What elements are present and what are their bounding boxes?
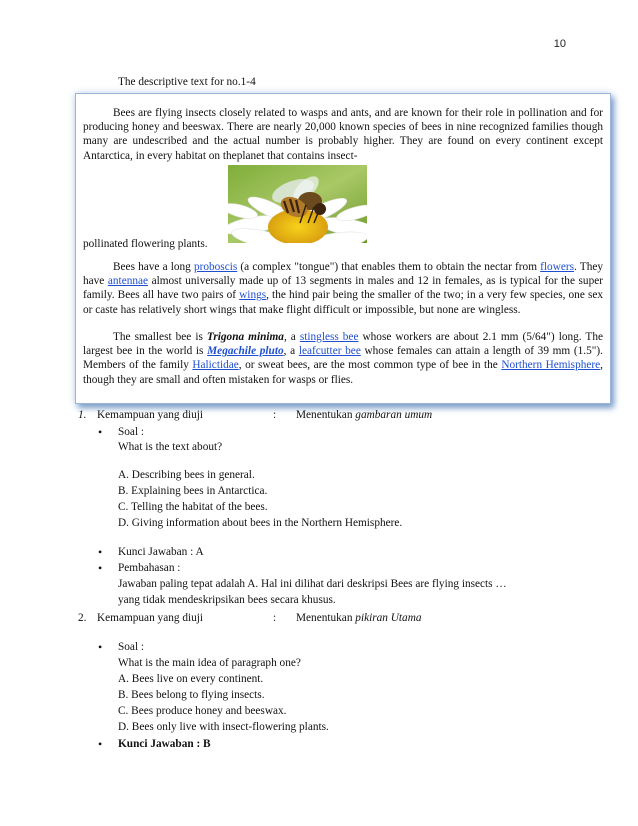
q2-soal-label: Soal : [118, 641, 145, 653]
q1-soal-label: Soal : [118, 426, 145, 438]
link-flowers[interactable]: flowers [540, 261, 575, 273]
q1-skill-value: Menentukan gambaran umum [296, 409, 433, 421]
q2-skill-value: Menentukan pikiran Utama [296, 612, 422, 624]
q2-skill-label: Kemampuan yang diuji [97, 612, 204, 624]
link-antennae[interactable]: antennae [107, 275, 149, 288]
q2-colon: : [273, 612, 277, 624]
q1-option-c: C. Telling the habitat of the bees. [118, 501, 268, 513]
q1-number: 1. [78, 409, 87, 421]
passage-paragraph-1: Bees are flying insects closely related to wasps and ants, and are known for their role in pollination and for producing honey and beeswax. There are nearly 20,000 known species of bees in nine recognized families though many are undescribed and the actual number is probably higher. They are found on every continent except Antarctica, in every habitat on theplanet that contains insect- [83, 107, 603, 162]
bullet-icon: • [98, 640, 103, 654]
q2-option-c: C. Bees produce honey and beeswax. [118, 705, 287, 717]
q1-option-d: D. Giving information about bees in the Northern Hemisphere. [118, 517, 403, 529]
q2-answer-key: Kunci Jawaban : B [118, 738, 211, 750]
q1-colon: : [273, 409, 277, 421]
link-northern-hemisphere[interactable]: Northern Hemisphere [501, 359, 601, 372]
q2-question: What is the main idea of paragraph one? [118, 657, 301, 669]
q1-skill-label: Kemampuan yang diuji [97, 409, 204, 421]
link-proboscis[interactable]: proboscis [193, 261, 238, 273]
q1-question: What is the text about? [118, 441, 223, 453]
link-halictidae[interactable]: Halictidae [192, 359, 239, 372]
q2-option-a: A. Bees live on every continent. [118, 673, 264, 685]
page-number: 10 [553, 38, 566, 50]
bullet-icon: • [98, 425, 103, 439]
bullet-icon: • [98, 737, 103, 751]
q1-discussion-line-1: Jawaban paling tepat adalah A. Hal ini dilihat dari deskripsi Bees are flying insects … [118, 578, 507, 590]
link-wings[interactable]: wings [239, 289, 267, 302]
q1-option-b: B. Explaining bees in Antarctica. [118, 485, 268, 497]
passage-paragraph-1-end: pollinated flowering plants. [83, 238, 208, 250]
q2-number: 2. [78, 612, 87, 624]
q2-option-d: D. Bees only live with insect-flowering plants. [118, 721, 329, 733]
bullet-icon: • [98, 545, 103, 559]
link-stingless-bee[interactable]: stingless bee [299, 331, 359, 343]
passage-box [75, 93, 611, 404]
bee-on-daisy-photo-icon [228, 165, 367, 243]
passage-paragraph-2: Bees have a long proboscis (a complex "tongue") that enables them to obtain the nectar from flowers. They have antennae almost universally made up of 13 segments in males and 12 in females, as is typical for the super family. Bees all have two pairs of wings, the hind pair being the smaller of the two; in a very few species, one sex or caste has relatively short wings that make flight difficult or impossible, but none are wingless. [83, 261, 604, 316]
q1-discussion-line-2: yang tidak mendeskripsikan bees secara khusus. [118, 594, 336, 606]
q1-answer-key: Kunci Jawaban : A [118, 546, 204, 558]
bullet-icon: • [98, 561, 103, 575]
link-megachile-pluto[interactable]: Megachile pluto [207, 345, 284, 358]
link-leafcutter-bee[interactable]: leafcutter bee [298, 345, 361, 358]
q2-option-b: B. Bees belong to flying insects. [118, 689, 265, 701]
species-trigona-minima: Trigona minima [206, 331, 284, 343]
q1-option-a: A. Describing bees in general. [118, 469, 255, 481]
passage-paragraph-3: The smallest bee is Trigona minima, a stingless bee whose workers are about 2.1 mm (5/64") long. The largest bee in the world is Megachile pluto, a leafcutter bee whose females can attain a length of 39 mm (1.5"). Members of the family Halictidae, or sweat bees, are the most common type of bee in the Northern Hemisphere, though they are small and often mistaken for wasps or flies. [83, 331, 603, 386]
intro-heading: The descriptive text for no.1-4 [118, 76, 256, 88]
bee-photo [228, 165, 367, 243]
q1-discussion-label: Pembahasan : [118, 562, 181, 574]
